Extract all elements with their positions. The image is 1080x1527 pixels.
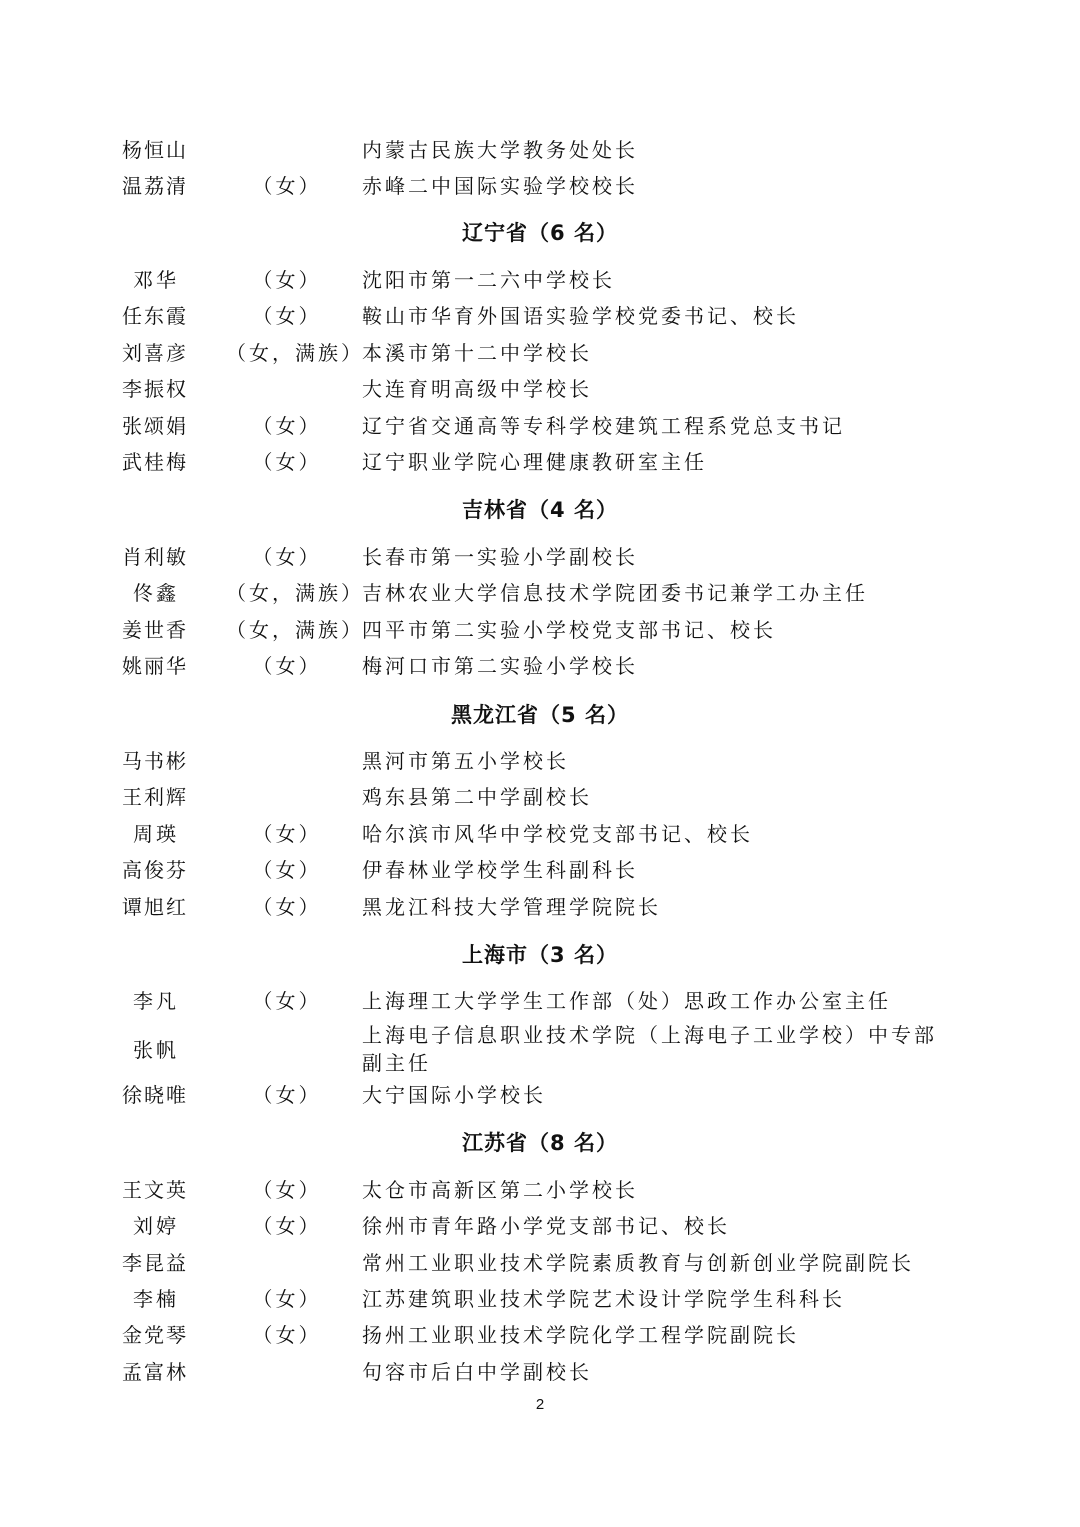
person-position: 本溪市第十二中学校长 [362, 341, 592, 365]
person-note: （女） [252, 414, 322, 438]
person-note: （女） [252, 1083, 322, 1107]
person-position: 伊春林业学校学生科副科长 [362, 858, 638, 882]
list-item [0, 892, 1080, 922]
person-name: 李凡 [133, 989, 179, 1013]
list-item [0, 338, 1080, 368]
person-position: 哈尔滨市风华中学校党支部书记、校长 [362, 822, 753, 846]
list-item [0, 411, 1080, 441]
person-name: 邓华 [133, 268, 179, 292]
person-name: 马书彬 [122, 749, 188, 773]
list-item [0, 171, 1080, 201]
list-item [0, 542, 1080, 572]
person-position: 大宁国际小学校长 [362, 1083, 546, 1107]
person-position: 黑龙江科技大学管理学院院长 [362, 895, 661, 919]
person-name: 张颂娟 [122, 414, 188, 438]
person-name: 姜世香 [122, 618, 188, 642]
person-position: 长春市第一实验小学副校长 [362, 545, 638, 569]
person-name: 金党琴 [122, 1323, 188, 1347]
person-position: 鸡东县第二中学副校长 [362, 785, 592, 809]
person-name: 徐晓唯 [122, 1083, 188, 1107]
list-item [0, 1357, 1080, 1387]
list-item [0, 301, 1080, 331]
person-name: 王利辉 [122, 785, 188, 809]
list-item [0, 265, 1080, 295]
person-name: 李昆益 [122, 1251, 188, 1275]
person-position: 梅河口市第二实验小学校长 [362, 654, 638, 678]
list-item [0, 855, 1080, 885]
person-note: （女） [252, 1178, 322, 1202]
person-position: 江苏建筑职业技术学院艺术设计学院学生科科长 [362, 1287, 845, 1311]
list-item [0, 578, 1080, 608]
person-position: 沈阳市第一二六中学校长 [362, 268, 615, 292]
person-position: 上海理工大学学生工作部（处）思政工作办公室主任 [362, 989, 891, 1013]
person-position: 黑河市第五小学校长 [362, 749, 569, 773]
list-item [0, 615, 1080, 645]
list-item [0, 1320, 1080, 1350]
person-note: （女，满族） [226, 618, 364, 642]
person-note: （女） [252, 822, 322, 846]
list-item [0, 746, 1080, 776]
person-name: 李振权 [122, 377, 188, 401]
person-position: 辽宁职业学院心理健康教研室主任 [362, 450, 707, 474]
page-number: 2 [535, 1396, 545, 1413]
person-name: 姚丽华 [122, 654, 188, 678]
person-name: 武桂梅 [122, 450, 188, 474]
person-position: 扬州工业职业技术学院化学工程学院副院长 [362, 1323, 799, 1347]
list-item [0, 1175, 1080, 1205]
person-name: 谭旭红 [122, 895, 188, 919]
list-item [0, 1080, 1080, 1110]
person-note: （女） [252, 858, 322, 882]
person-name: 张帆 [133, 1038, 179, 1062]
person-position: 句容市后白中学副校长 [362, 1360, 592, 1384]
list-item [0, 782, 1080, 812]
person-note: （女） [252, 304, 322, 328]
person-note: （女） [252, 545, 322, 569]
person-position: 内蒙古民族大学教务处处长 [362, 138, 638, 162]
person-position: 四平市第二实验小学校党支部书记、校长 [362, 618, 776, 642]
list-item [0, 374, 1080, 404]
person-note: （女） [252, 1287, 322, 1311]
list-item [0, 651, 1080, 681]
person-position: 常州工业职业技术学院素质教育与创新创业学院副院长 [362, 1251, 914, 1275]
person-name: 温荔清 [122, 174, 188, 198]
person-note: （女） [252, 174, 322, 198]
person-position: 鞍山市华育外国语实验学校党委书记、校长 [362, 304, 799, 328]
person-note: （女） [252, 989, 322, 1013]
list-item [0, 135, 1080, 165]
person-position: 大连育明高级中学校长 [362, 377, 592, 401]
person-position: 太仓市高新区第二小学校长 [362, 1178, 638, 1202]
list-item [0, 447, 1080, 477]
person-name: 王文英 [122, 1178, 188, 1202]
section-heading: 吉林省（4 名） [462, 498, 618, 522]
person-name: 刘婷 [133, 1214, 179, 1238]
person-position: 吉林农业大学信息技术学院团委书记兼学工办主任 [362, 581, 868, 605]
section-heading: 江苏省（8 名） [462, 1131, 618, 1155]
list-item [0, 1021, 1080, 1079]
list-item [0, 1284, 1080, 1314]
person-position: 上海电子信息职业技术学院（上海电子工业学校）中专部副主任 [362, 1023, 937, 1075]
person-note: （女） [252, 1323, 322, 1347]
person-name: 孟富林 [122, 1360, 188, 1384]
person-note: （女） [252, 895, 322, 919]
person-note: （女，满族） [226, 581, 364, 605]
person-name: 周瑛 [133, 822, 179, 846]
person-name: 高俊芬 [122, 858, 188, 882]
person-name: 李楠 [133, 1287, 179, 1311]
person-position: 徐州市青年路小学党支部书记、校长 [362, 1214, 730, 1238]
list-item [0, 1248, 1080, 1278]
list-item [0, 819, 1080, 849]
person-position: 赤峰二中国际实验学校校长 [362, 174, 638, 198]
person-name: 佟鑫 [133, 581, 179, 605]
person-name: 刘喜彦 [122, 341, 188, 365]
list-item [0, 986, 1080, 1016]
person-name: 任东霞 [122, 304, 188, 328]
person-note: （女） [252, 268, 322, 292]
person-note: （女） [252, 1214, 322, 1238]
section-heading: 黑龙江省（5 名） [451, 703, 629, 727]
person-name: 肖利敏 [122, 545, 188, 569]
section-heading: 上海市（3 名） [462, 943, 618, 967]
list-item [0, 1211, 1080, 1241]
person-position: 辽宁省交通高等专科学校建筑工程系党总支书记 [362, 414, 845, 438]
person-name: 杨恒山 [122, 138, 188, 162]
person-note: （女，满族） [226, 341, 364, 365]
person-note: （女） [252, 654, 322, 678]
section-heading: 辽宁省（6 名） [462, 221, 618, 245]
person-note: （女） [252, 450, 322, 474]
